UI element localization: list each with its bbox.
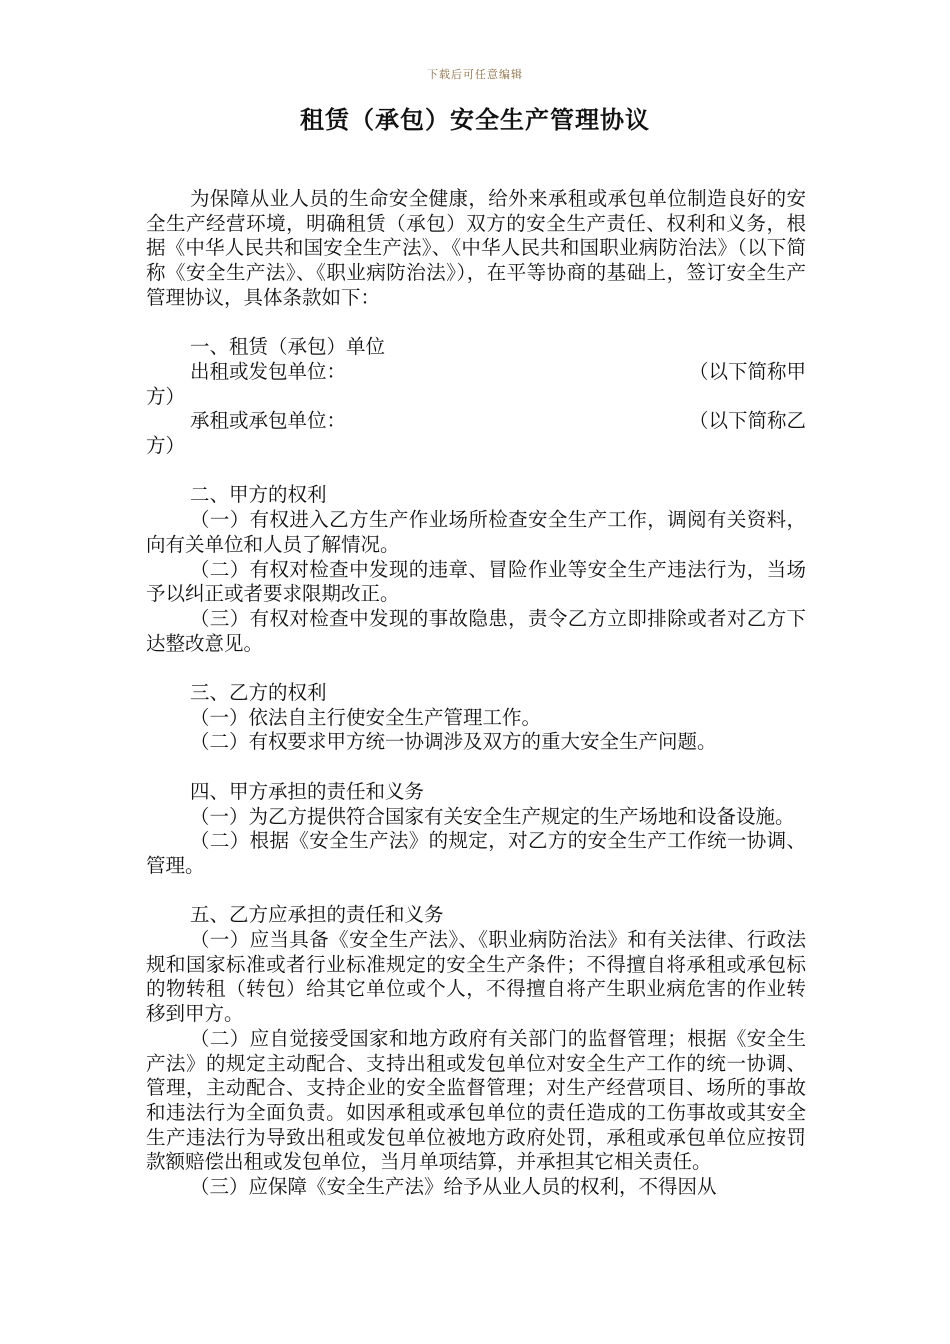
section-4-item: （一）为乙方提供符合国家有关安全生产规定的生产场地和设备设施。 (190, 804, 795, 828)
spacer (146, 755, 806, 780)
section-3-heading: 三、乙方的权利 (190, 681, 327, 705)
header-note: 下载后可任意编辑 (427, 68, 523, 81)
section-5-heading: 五、乙方应承担的责任和义务 (190, 903, 444, 927)
section-2-item: （二）有权对检查中发现的违章、冒险作业等安全生产违法行为，当场予以纠正或者要求限期改正。 (146, 557, 806, 606)
document-body (146, 187, 806, 1200)
party-a-row (146, 360, 806, 385)
section-3-item: （一）依法自主行使安全生产管理工作。 (190, 705, 542, 729)
section-2-item: （一）有权进入乙方生产作业场所检查安全生产工作，调阅有关资料，向有关单位和人员了解情况。 (146, 508, 806, 556)
party-a-label: 出租或发包单位： (190, 359, 347, 383)
spacer (146, 879, 806, 904)
party-a-suffix: （以下简称甲 (688, 359, 806, 383)
party-b-row (146, 409, 806, 434)
section-4-heading: 四、甲方承担的责任和义务 (190, 779, 425, 803)
spacer (146, 459, 806, 484)
spacer (146, 311, 806, 336)
section-2-item: （三）有权对检查中发现的事故隐患，责令乙方立即排除或者对乙方下达整改意见。 (146, 606, 806, 655)
spacer (146, 656, 806, 681)
section-5-item: （二）应自觉接受国家和地方政府有关部门的监督管理；根据《安全生产法》的规定主动配合、支持出租或发包单位对安全生产工作的统一协调、管理，主动配合、支持企业的安全监督管理；对生产经营项目、场所的事故和违法行为全面负责。如因承租或承包单位的责任造成的工伤事故或其安全生产违法行为导致出租或发包单位被地方政府处罚，承租或承包单位应按罚款额赔偿出租或发包单位，当月单项结算，并承担其它相关责任。 (146, 1026, 806, 1174)
party-b-suffix: （以下简称乙 (688, 409, 806, 433)
section-3-item: （二）有权要求甲方统一协调涉及双方的重大安全生产问题。 (190, 730, 717, 754)
section-5-item: （一）应当具备《安全生产法》、《职业病防治法》和有关法律、行政法规和国家标准或者行业标准规定的安全生产条件；不得擅自将承租或承包标的物转租（转包）给其它单位或个人，不得擅自将产生职业病危害的作业转移到甲方。 (146, 928, 806, 1026)
intro-paragraph: 为保障从业人员的生命安全健康，给外来承租或承包单位制造良好的安全生产经营环境，明确租赁（承包）双方的安全生产责任、权利和义务，根据《中华人民共和国安全生产法》、《中华人民共和国职业病防治法》（以下简称《安全生产法》、《职业病防治法》），在平等协商的基础上，签订安全生产管理协议，具体条款如下： (146, 187, 806, 309)
section-4-item: （二）根据《安全生产法》的规定，对乙方的安全生产工作统一协调、管理。 (146, 829, 806, 877)
section-5-item: （三）应保障《安全生产法》给予从业人员的权利，不得因从 (190, 1175, 717, 1199)
section-1-heading: 一、租赁（承包）单位 (190, 335, 386, 359)
section-2-heading: 二、甲方的权利 (190, 483, 327, 507)
party-a-tail: 方） (146, 384, 186, 408)
party-b-label: 承租或承包单位： (190, 409, 347, 433)
document-title: 租赁（承包）安全生产管理协议 (300, 105, 650, 134)
party-b-tail: 方） (146, 434, 186, 458)
